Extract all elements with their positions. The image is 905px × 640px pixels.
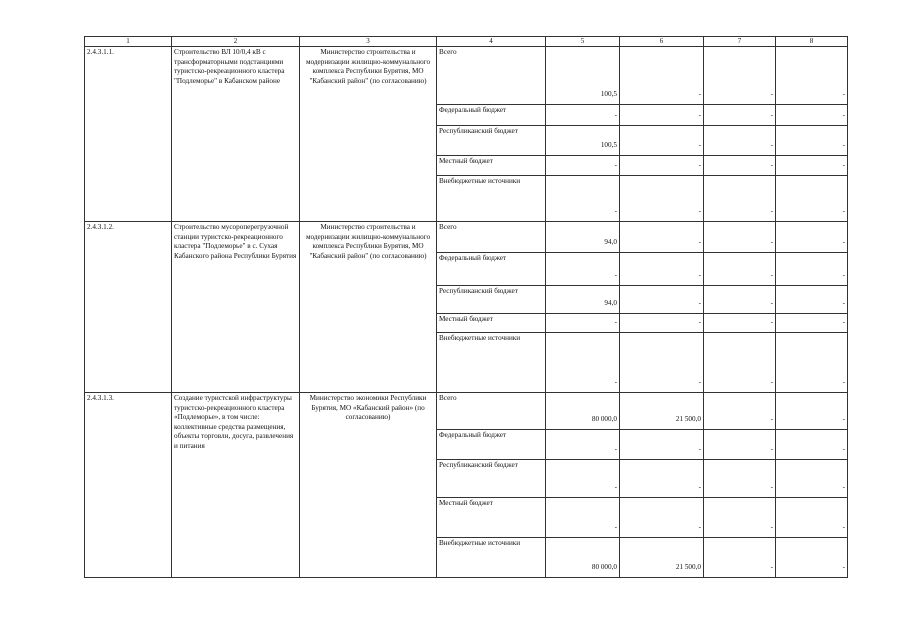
- amount-c5: 100,5: [546, 47, 620, 105]
- amount-c8: -: [776, 498, 848, 538]
- amount-c6: -: [620, 460, 704, 498]
- item-executor: Министерство строительства и модернизации жилищно-коммунального комплекса Республики Бурятия, МО "Кабанский район" (по согласованию): [300, 47, 437, 222]
- amount-c6: 21 500,0: [620, 538, 704, 578]
- amount-c6: -: [620, 47, 704, 105]
- amount-c5: 80 000,0: [546, 538, 620, 578]
- amount-c8: -: [776, 176, 848, 222]
- amount-c7: -: [704, 105, 776, 126]
- amount-c8: -: [776, 222, 848, 253]
- amount-c7: -: [704, 176, 776, 222]
- funding-source: Федеральный бюджет: [437, 105, 546, 126]
- item-name: Создание туристской инфраструктуры туристско-рекреационного кластера «Подлеморье», в том числе: коллективные средства размещения, объекты торговли, досуга, развлечения и питания: [172, 393, 300, 578]
- column-number: 7: [704, 37, 776, 47]
- amount-c8: -: [776, 156, 848, 176]
- amount-c6: -: [620, 126, 704, 156]
- amount-c5: -: [546, 176, 620, 222]
- amount-c8: -: [776, 105, 848, 126]
- amount-c8: -: [776, 286, 848, 314]
- amount-c6: -: [620, 333, 704, 393]
- item-executor: Министерство экономики Республики Бурятия, МО «Кабанский район» (по согласованию): [300, 393, 437, 578]
- amount-c7: -: [704, 156, 776, 176]
- funding-source: Местный бюджет: [437, 314, 546, 333]
- amount-c6: -: [620, 314, 704, 333]
- amount-c7: -: [704, 286, 776, 314]
- funding-source: Внебюджетные источники: [437, 333, 546, 393]
- column-number: 3: [300, 37, 437, 47]
- amount-c5: -: [546, 498, 620, 538]
- table-row: [85, 222, 848, 253]
- amount-c8: -: [776, 538, 848, 578]
- amount-c6: -: [620, 430, 704, 460]
- table-row: [85, 393, 848, 430]
- amount-c6: -: [620, 176, 704, 222]
- amount-c7: -: [704, 393, 776, 430]
- item-executor: Министерство строительства и модернизации жилищно-коммунального комплекса Республики Бурятия, МО "Кабанский район" (по согласованию): [300, 222, 437, 393]
- column-number: 2: [172, 37, 300, 47]
- column-number: 1: [85, 37, 172, 47]
- amount-c5: -: [546, 460, 620, 498]
- item-code: 2.4.3.1.3.: [85, 393, 172, 578]
- amount-c5: 80 000,0: [546, 393, 620, 430]
- amount-c5: -: [546, 156, 620, 176]
- amount-c7: -: [704, 126, 776, 156]
- amount-c7: -: [704, 430, 776, 460]
- funding-source: Всего: [437, 393, 546, 430]
- amount-c5: -: [546, 333, 620, 393]
- amount-c8: -: [776, 333, 848, 393]
- funding-source: Федеральный бюджет: [437, 430, 546, 460]
- amount-c6: 21 500,0: [620, 393, 704, 430]
- item-name: Строительство ВЛ 10/0,4 кВ с трансформаторными подстанциями туристско-рекреационного кластера "Подлеморье" в Кабанском районе: [172, 47, 300, 222]
- amount-c8: -: [776, 47, 848, 105]
- item-name: Строительство мусороперегрузочной станции туристско-рекреационного кластера "Подлеморье" в с. Сухая Кабанского района Республики Бурятия: [172, 222, 300, 393]
- amount-c5: -: [546, 105, 620, 126]
- funding-source: Местный бюджет: [437, 156, 546, 176]
- amount-c7: -: [704, 460, 776, 498]
- amount-c8: -: [776, 393, 848, 430]
- column-number-row: [85, 37, 848, 47]
- amount-c5: 94,0: [546, 286, 620, 314]
- funding-source: Внебюджетные источники: [437, 538, 546, 578]
- amount-c7: -: [704, 498, 776, 538]
- amount-c6: -: [620, 222, 704, 253]
- funding-source: Республиканский бюджет: [437, 126, 546, 156]
- amount-c7: -: [704, 47, 776, 105]
- column-number: 4: [437, 37, 546, 47]
- amount-c6: -: [620, 498, 704, 538]
- amount-c5: -: [546, 253, 620, 286]
- amount-c6: -: [620, 105, 704, 126]
- amount-c6: -: [620, 156, 704, 176]
- amount-c5: -: [546, 314, 620, 333]
- amount-c5: 100,5: [546, 126, 620, 156]
- amount-c8: -: [776, 314, 848, 333]
- amount-c7: -: [704, 253, 776, 286]
- funding-source: Всего: [437, 47, 546, 105]
- amount-c7: -: [704, 538, 776, 578]
- amount-c7: -: [704, 314, 776, 333]
- amount-c8: -: [776, 126, 848, 156]
- amount-c8: -: [776, 253, 848, 286]
- item-code: 2.4.3.1.2.: [85, 222, 172, 393]
- amount-c5: -: [546, 430, 620, 460]
- column-number: 5: [546, 37, 620, 47]
- amount-c6: -: [620, 253, 704, 286]
- amount-c8: -: [776, 430, 848, 460]
- table-row: [85, 47, 848, 105]
- funding-source: Федеральный бюджет: [437, 253, 546, 286]
- funding-source: Внебюджетные источники: [437, 176, 546, 222]
- item-code: 2.4.3.1.1.: [85, 47, 172, 222]
- amount-c6: -: [620, 286, 704, 314]
- funding-source: Республиканский бюджет: [437, 286, 546, 314]
- amount-c7: -: [704, 333, 776, 393]
- column-number: 8: [776, 37, 848, 47]
- funding-source: Местный бюджет: [437, 498, 546, 538]
- column-number: 6: [620, 37, 704, 47]
- funding-table: [84, 36, 848, 578]
- amount-c8: -: [776, 460, 848, 498]
- funding-source: Республиканский бюджет: [437, 460, 546, 498]
- funding-source: Всего: [437, 222, 546, 253]
- amount-c5: 94,0: [546, 222, 620, 253]
- amount-c7: -: [704, 222, 776, 253]
